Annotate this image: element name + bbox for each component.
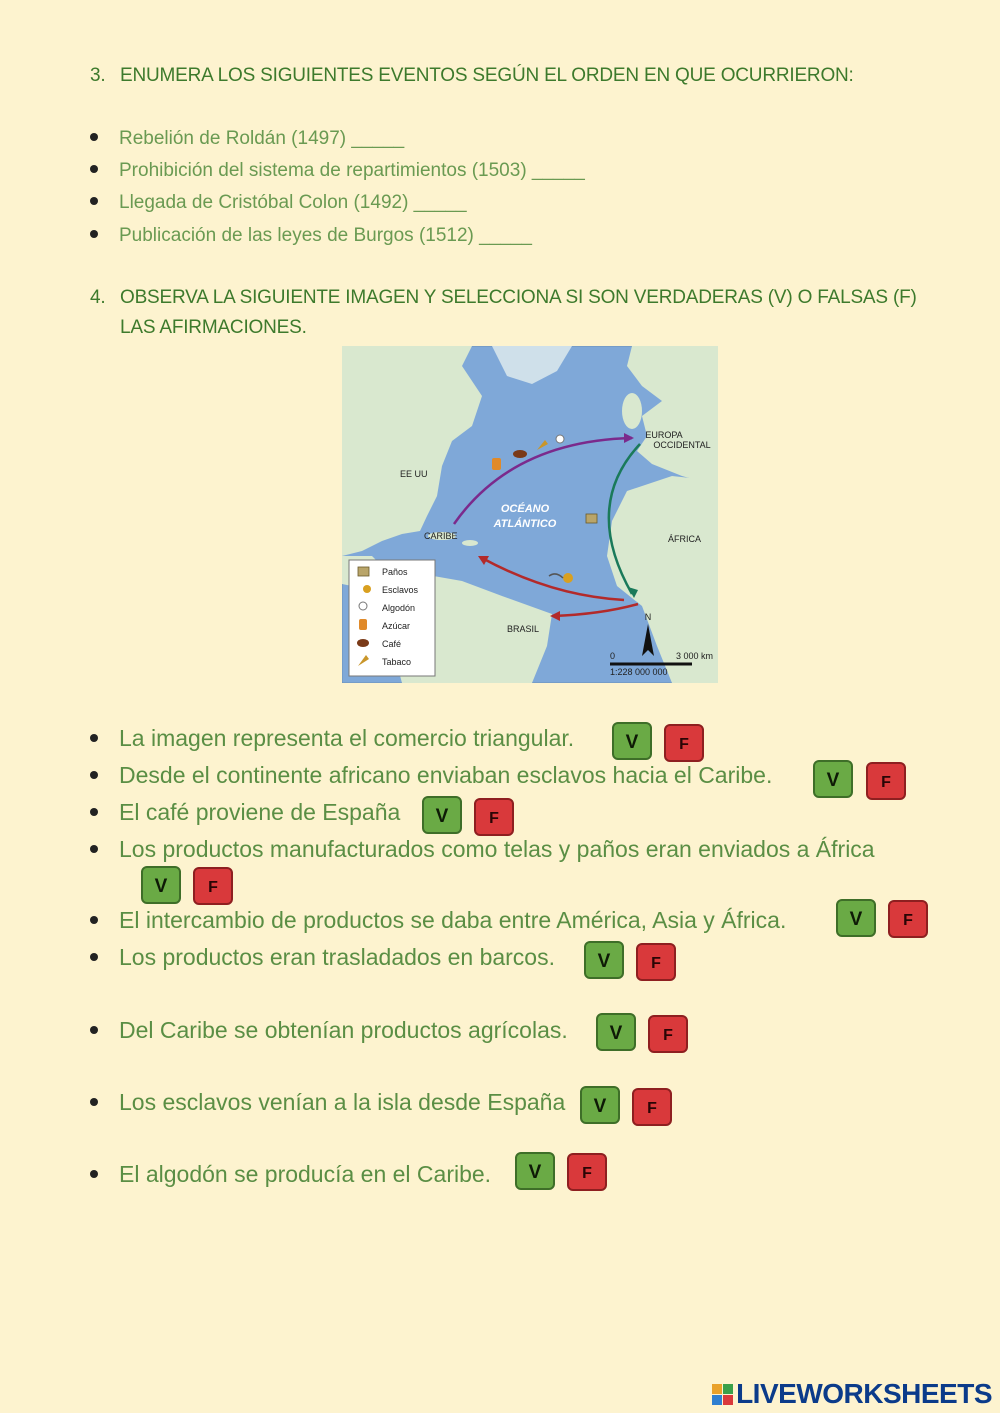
- legend-sugar-icon: [359, 619, 367, 630]
- brand-text: LIVEWORKSHEETS: [736, 1378, 992, 1409]
- label-caribe: CARIBE: [424, 531, 458, 541]
- liveworksheets-logo: [712, 1378, 992, 1410]
- q3-item: [90, 159, 585, 183]
- label-brasil: BRASIL: [507, 624, 540, 634]
- hispaniola-land: [462, 540, 478, 546]
- statement-text: Desde el continente africano enviaban esclavos hacia el Caribe.: [119, 762, 773, 788]
- bullet-icon: [90, 771, 98, 779]
- bullet-icon: [90, 734, 98, 742]
- true-button[interactable]: V: [584, 941, 624, 979]
- false-button[interactable]: F: [888, 900, 928, 938]
- true-button[interactable]: V: [596, 1013, 636, 1051]
- statement-text: El intercambio de productos se daba entre América, Asia y África.: [119, 907, 787, 933]
- triangular-trade-map: [342, 346, 718, 683]
- q3-title: ENUMERA LOS SIGUIENTES EVENTOS SEGÚN EL ORDEN EN QUE OCURRIERON:: [120, 65, 854, 86]
- legend-tabaco: Tabaco: [382, 657, 412, 667]
- label-atlantico: ATLÁNTICO: [493, 518, 557, 530]
- label-eeuu: EE UU: [400, 469, 428, 479]
- true-button[interactable]: V: [141, 866, 181, 904]
- q3-item-text: Llegada de Cristóbal Colon (1492) _____: [119, 192, 467, 213]
- legend-esclavos: Esclavos: [382, 585, 419, 595]
- statement-text: Los productos manufacturados como telas y paños eran enviados a África: [119, 836, 875, 862]
- legend-cafe: Café: [382, 639, 402, 649]
- false-button[interactable]: F: [866, 762, 906, 800]
- label-occidental: OCCIDENTAL: [653, 440, 711, 450]
- q3-item: [90, 224, 532, 248]
- false-button[interactable]: F: [636, 943, 676, 981]
- logo-grid-icon: [712, 1384, 733, 1405]
- statement-8: [90, 1087, 565, 1117]
- label-africa: ÁFRICA: [668, 534, 702, 544]
- legend-cotton-icon: [359, 602, 367, 610]
- true-button[interactable]: V: [515, 1152, 555, 1190]
- q4-heading: [90, 283, 917, 343]
- scale-ratio: 1:228 000 000: [610, 667, 668, 677]
- q3-item-text: Prohibición del sistema de repartimientos (1503) _____: [119, 160, 585, 181]
- false-button[interactable]: F: [648, 1015, 688, 1053]
- bullet-icon: [90, 133, 98, 141]
- cloth-icon: [586, 514, 597, 523]
- statement-text: Los esclavos venían a la isla desde España: [119, 1089, 566, 1115]
- true-button[interactable]: V: [612, 722, 652, 760]
- legend-algodon: Algodón: [382, 603, 416, 613]
- legend-slaves-icon: [363, 585, 371, 593]
- q4-title-line1: OBSERVA LA SIGUIENTE IMAGEN Y SELECCIONA SI SON VERDADERAS (V) O FALSAS (F): [120, 287, 917, 308]
- sugar-icon: [492, 458, 501, 470]
- bullet-icon: [90, 197, 98, 205]
- false-button[interactable]: F: [193, 867, 233, 905]
- statement-5: [90, 905, 786, 935]
- statement-text: Del Caribe se obtenían productos agrícolas.: [119, 1017, 568, 1043]
- q3-heading: [90, 61, 854, 91]
- true-button[interactable]: V: [580, 1086, 620, 1124]
- statement-text: La imagen representa el comercio triangular.: [119, 725, 575, 751]
- coffee-icon: [513, 450, 527, 458]
- slaves-icon: [563, 573, 573, 583]
- legend-azucar: Azúcar: [382, 621, 411, 631]
- statement-1: [90, 723, 574, 753]
- q3-item: [90, 191, 467, 215]
- true-button[interactable]: V: [813, 760, 853, 798]
- false-button[interactable]: F: [567, 1153, 607, 1191]
- statement-text: El algodón se producía en el Caribe.: [119, 1161, 492, 1187]
- q3-item: [90, 127, 404, 151]
- q3-item-text: Publicación de las leyes de Burgos (1512) _____: [119, 225, 532, 246]
- map-svg: [342, 346, 718, 683]
- q3-number: 3.: [90, 65, 106, 86]
- legend-panos: Paños: [382, 567, 408, 577]
- label-europa: EUROPA: [645, 430, 683, 440]
- statement-text: Los productos eran trasladados en barcos.: [119, 944, 555, 970]
- true-button[interactable]: V: [836, 899, 876, 937]
- bullet-icon: [90, 1098, 98, 1106]
- bullet-icon: [90, 953, 98, 961]
- false-button[interactable]: F: [664, 724, 704, 762]
- q4-title-line2: LAS AFIRMACIONES.: [120, 317, 307, 338]
- statement-7: [90, 1015, 568, 1045]
- scale-end: 3 000 km: [676, 651, 714, 661]
- bullet-icon: [90, 1170, 98, 1178]
- cotton-icon: [556, 435, 564, 443]
- statement-4: [90, 834, 875, 864]
- statement-3: [90, 797, 400, 827]
- q3-item-text: Rebelión de Roldán (1497) _____: [119, 128, 405, 149]
- statement-text: El café proviene de España: [119, 799, 401, 825]
- statement-9: [90, 1159, 491, 1189]
- statement-2: [90, 760, 772, 790]
- bullet-icon: [90, 916, 98, 924]
- label-oceano: OCÉANO: [500, 503, 550, 515]
- bullet-icon: [90, 230, 98, 238]
- false-button[interactable]: F: [474, 798, 514, 836]
- statement-6: [90, 942, 555, 972]
- uk-land: [622, 393, 642, 429]
- true-button[interactable]: V: [422, 796, 462, 834]
- bullet-icon: [90, 808, 98, 816]
- legend-coffee-icon: [357, 639, 369, 647]
- scale-start: 0: [610, 651, 616, 661]
- legend-cloth-icon: [358, 567, 369, 576]
- bullet-icon: [90, 165, 98, 173]
- bullet-icon: [90, 845, 98, 853]
- north-label: N: [644, 612, 652, 622]
- false-button[interactable]: F: [632, 1088, 672, 1126]
- bullet-icon: [90, 1026, 98, 1034]
- q4-number: 4.: [90, 287, 106, 308]
